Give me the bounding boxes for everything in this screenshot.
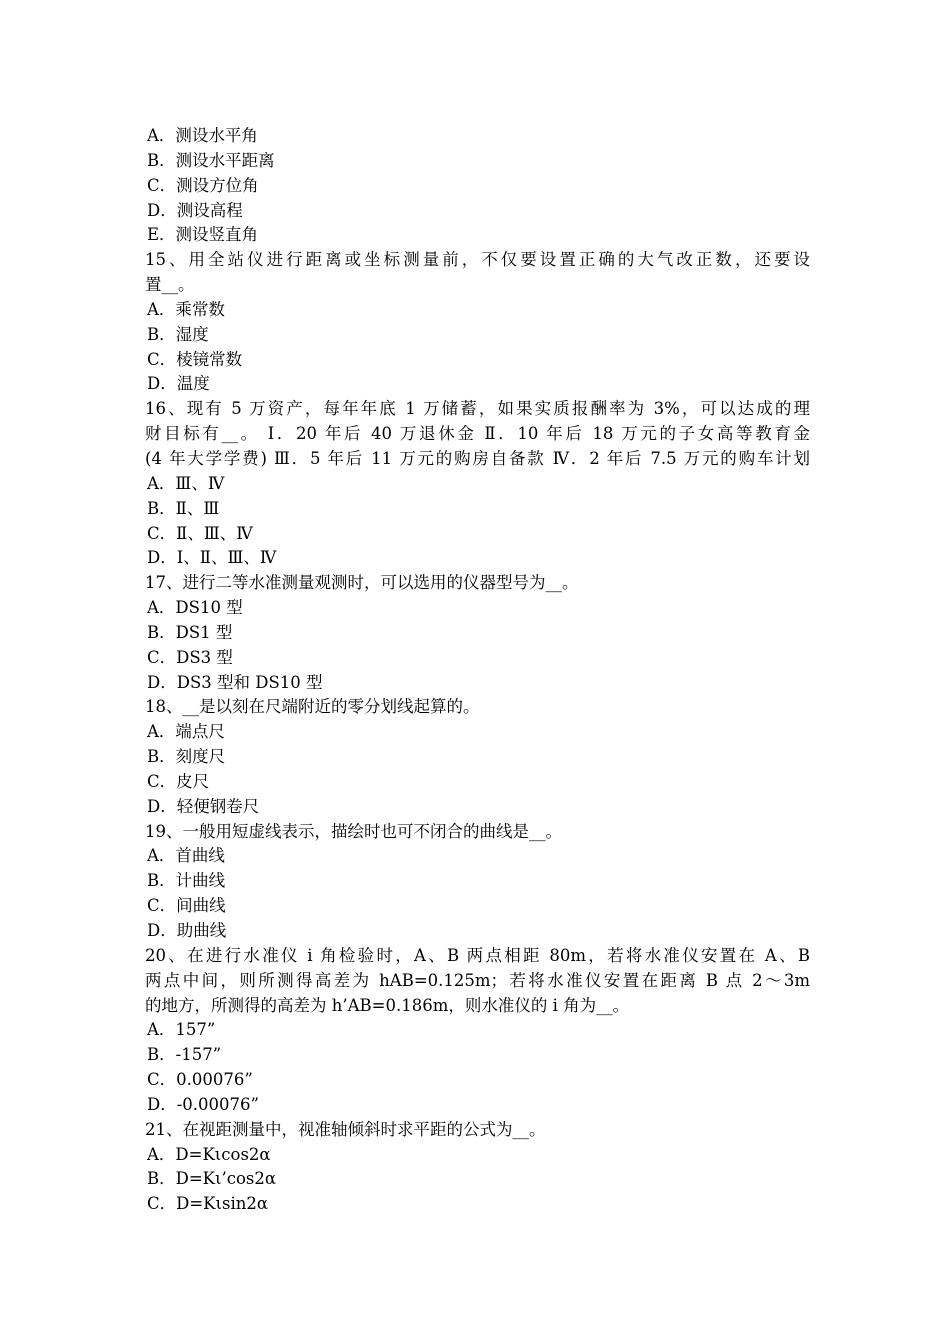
answer-option-line: C．棱镜常数 — [147, 349, 243, 369]
answer-option-line: D．-0.00076” — [147, 1094, 259, 1114]
answer-option-line: A．157” — [147, 1020, 216, 1040]
answer-option-line: E．测设竖直角 — [147, 225, 259, 245]
question-text-line: 16、现有 5 万资产，每年年底 1 万储蓄，如果实质报酬率为 3%，可以达成的理 — [145, 399, 810, 419]
answer-option-line: A．Ⅲ、Ⅳ — [147, 473, 225, 493]
question-text-line: 财目标有__。 Ⅰ．20 年后 40 万退休金 Ⅱ．10 年后 18 万元的子女高等教育金 — [145, 424, 810, 444]
question-text-line: 两点中间，则所测得高差为 hAB=0.125m；若将水准仪安置在距离 B 点 2～3m — [145, 970, 810, 990]
answer-option-line: D．Ⅰ、Ⅱ、Ⅲ、Ⅳ — [147, 548, 277, 568]
answer-option-line: A．DS10 型 — [147, 598, 243, 618]
answer-option-line: B．D=Kι’cos2α — [147, 1169, 277, 1189]
answer-option-line: D．轻便钢卷尺 — [147, 796, 260, 816]
answer-option-line: C．0.00076” — [147, 1070, 253, 1090]
answer-option-line: A．D=Kιcos2α — [147, 1144, 271, 1164]
answer-option-line: B．-157” — [147, 1045, 222, 1065]
question-text-line: 18、__是以刻在尺端附近的零分划线起算的。 — [145, 697, 480, 717]
answer-option-line: D．助曲线 — [147, 921, 227, 940]
question-text-line: 15、用全站仪进行距离或坐标测量前，不仅要设置正确的大气改正数，还要设 — [145, 250, 810, 270]
answer-option-line: C．DS3 型 — [147, 647, 233, 667]
answer-option-line: D．DS3 型和 DS10 型 — [147, 672, 323, 692]
answer-option-line: A．测设水平角 — [147, 126, 258, 145]
answer-option-line: B．Ⅱ、Ⅲ — [147, 498, 220, 518]
question-text-line: 19、一般用短虚线表示，描绘时也可不闭合的曲线是__。 — [145, 821, 562, 841]
answer-option-line: B．计曲线 — [147, 871, 226, 891]
answer-option-line: D．测设高程 — [147, 200, 243, 220]
answer-option-line: C．D=Kιsin2α — [147, 1194, 268, 1214]
answer-option-line: B．DS1 型 — [147, 622, 233, 642]
answer-option-line: C．间曲线 — [147, 896, 226, 916]
question-text-line: 17、进行二等水准测量观测时，可以选用的仪器型号为__。 — [145, 573, 579, 593]
question-text-line: 20、在进行水准仪 i 角检验时，A、B 两点相距 80m，若将水准仪安置在 A、B — [145, 945, 810, 965]
question-text-line: 的地方，所测得的高差为 h’AB=0.186m，则水准仪的 i 角为__。 — [145, 995, 630, 1015]
answer-option-line: C．测设方位角 — [147, 175, 259, 195]
answer-option-line: A．乘常数 — [147, 299, 225, 319]
question-text-line: (4 年大学学费) Ⅲ．5 年后 11 万元的购房自备款 Ⅳ．2 年后 7.5 万元的购车计划 — [145, 448, 810, 468]
question-text-line: 21、在视距测量中，视准轴倾斜时求平距的公式为__。 — [145, 1119, 546, 1139]
question-text-line: 置__。 — [145, 275, 195, 295]
answer-option-line: B．刻度尺 — [147, 747, 226, 767]
answer-option-line: A．端点尺 — [147, 722, 225, 742]
document-body — [145, 124, 810, 1217]
answer-option-line: B．测设水平距离 — [147, 150, 275, 170]
answer-option-line: A．首曲线 — [147, 846, 225, 866]
answer-option-line: C．Ⅱ、Ⅲ、Ⅳ — [147, 523, 253, 543]
answer-option-line: D．温度 — [147, 374, 210, 394]
answer-option-line: B．湿度 — [147, 324, 209, 344]
answer-option-line: C．皮尺 — [147, 771, 210, 791]
